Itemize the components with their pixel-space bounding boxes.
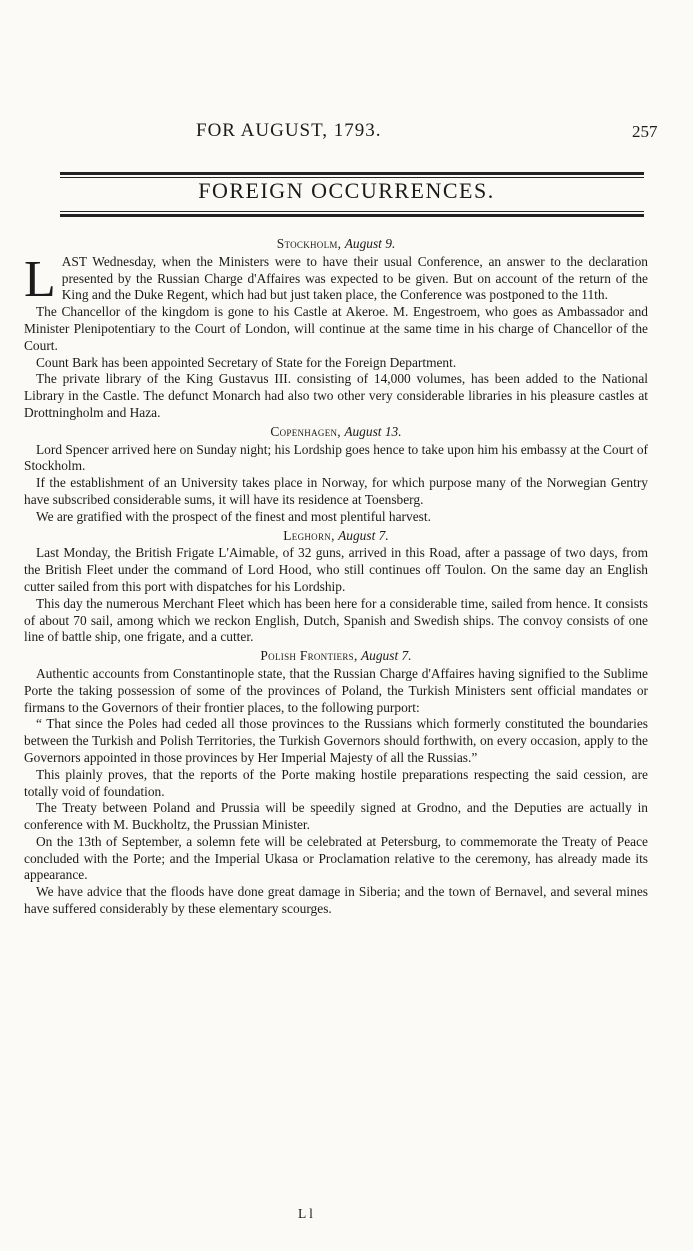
dateline-date: August 7.: [338, 527, 389, 543]
running-head: [0, 120, 693, 150]
paragraph: We are gratified with the prospect of the finest and most plentiful harvest.: [36, 508, 431, 524]
dateline-date: August 7.: [360, 648, 412, 664]
double-rule-top-thick: [60, 172, 644, 175]
dateline-place: Polish Frontiers,: [260, 648, 358, 664]
paragraph: Authentic accounts from Constantinople state, that the Russian Charge d'Affaires having signified to the Sublime Porte the taking possession of some of the provinces of Poland, the Turkish Ministers sent official mandates or firmans to the Governors of their frontier places, to the following purport:: [24, 665, 648, 715]
dateline-polish-frontiers: [24, 648, 648, 665]
paragraph: The private library of the King Gustavus III. consisting of 14,000 volumes, has been added to the National Library in the Castle. The defunct Monarch had also two other very considerable libraries in his pleasure castles at Drottningholm and Haza.: [24, 371, 648, 420]
section-title: FOREIGN OCCURRENCES.: [198, 178, 495, 203]
paragraph: On the 13th of September, a solemn fete will be celebrated at Petersburg, to commemorate the Treaty of Peace concluded with the Porte; and the Imperial Ukasa or Proclamation relative to the ceremony, has already made its appearance.: [24, 833, 648, 883]
double-rule-bottom-thin: [60, 211, 644, 212]
page-number: 257: [632, 122, 658, 141]
paragraph: The Treaty between Poland and Prussia will be speedily signed at Grodno, and the Deputies are actually in conference with M. Buckholtz, the Prussian Minister.: [24, 800, 648, 833]
paragraph: Count Bark has been appointed Secretary of State for the Foreign Department.: [36, 354, 457, 370]
paragraph: Lord Spencer arrived here on Sunday night; his Lordship goes hence to take upon him his embassy at the Court of Stockholm.: [24, 441, 648, 474]
paragraph: We have advice that the floods have done great damage in Siberia; and the town of Bernavel, and several mines have suffered considerably by these elementary scourges.: [24, 884, 648, 917]
paragraph: “ That since the Poles had ceded all those provinces to the Russians which formerly constituted the boundaries between the Turkish and Polish Territories, the Turkish Governors should forthwith, on every occasion, apply to the Governors appointed in those provinces by Her Imperial Majesty of all the Russias.”: [24, 716, 648, 765]
drop-cap: L: [24, 250, 56, 308]
running-title: FOR AUGUST, 1793.: [196, 120, 382, 141]
dateline-copenhagen: [24, 424, 648, 441]
dateline-leghorn: [24, 528, 648, 545]
paragraph: The Chancellor of the kingdom is gone to his Castle at Akeroe. M. Engestroem, who goes as Ambassador and Minister Plenipotentiary to the Court of London, will continue at the same time in his charge of Chancellor of the Court.: [24, 304, 648, 353]
dateline-place: Stockholm,: [276, 236, 342, 251]
dateline-stockholm: [24, 236, 648, 253]
paragraph: Last Monday, the British Frigate L'Aimable, of 32 guns, arrived in this Road, after a passage of two days, from the British Fleet under the command of Lord Hood, who still continues off Toulon. On the same day an English cutter sailed from this port with dispatches for his Lordship.: [24, 545, 648, 594]
paragraph: If the establishment of an University takes place in Norway, for which purpose many of the Norwegian Gentry have subscribed considerable sums, it will have its residence at Toensberg.: [24, 475, 648, 507]
paragraph: [24, 250, 648, 308]
paragraph: This plainly proves, that the reports of the Porte making hostile preparations respecting the said cession, are totally void of foundation.: [24, 766, 648, 799]
dateline-date: August 13.: [344, 423, 402, 439]
dateline-place: Leghorn,: [283, 527, 335, 543]
catchword: L l: [298, 1206, 313, 1221]
article-body: [24, 234, 648, 918]
dateline-date: August 9.: [344, 236, 396, 251]
paragraph: This day the numerous Merchant Fleet which has been here for a considerable time, sailed from hence. It consists of about 70 sail, among which we reckon English, Dutch, Spanish and Swedish ships. The convoy consists of one line of battle ship, one frigate, and a cutter.: [24, 595, 648, 645]
paragraph-text: AST Wednesday, when the Ministers were to have their usual Conference, an answer to the declaration presented by the Russian Charge d'Affaires was expected to be given. But on account of the return of the King and the Duke Regent, which had but just taken place, the Conference was postponed to the 11th.: [61, 253, 648, 303]
dateline-place: Copenhagen,: [270, 423, 341, 439]
double-rule-bottom-thick: [60, 214, 644, 217]
